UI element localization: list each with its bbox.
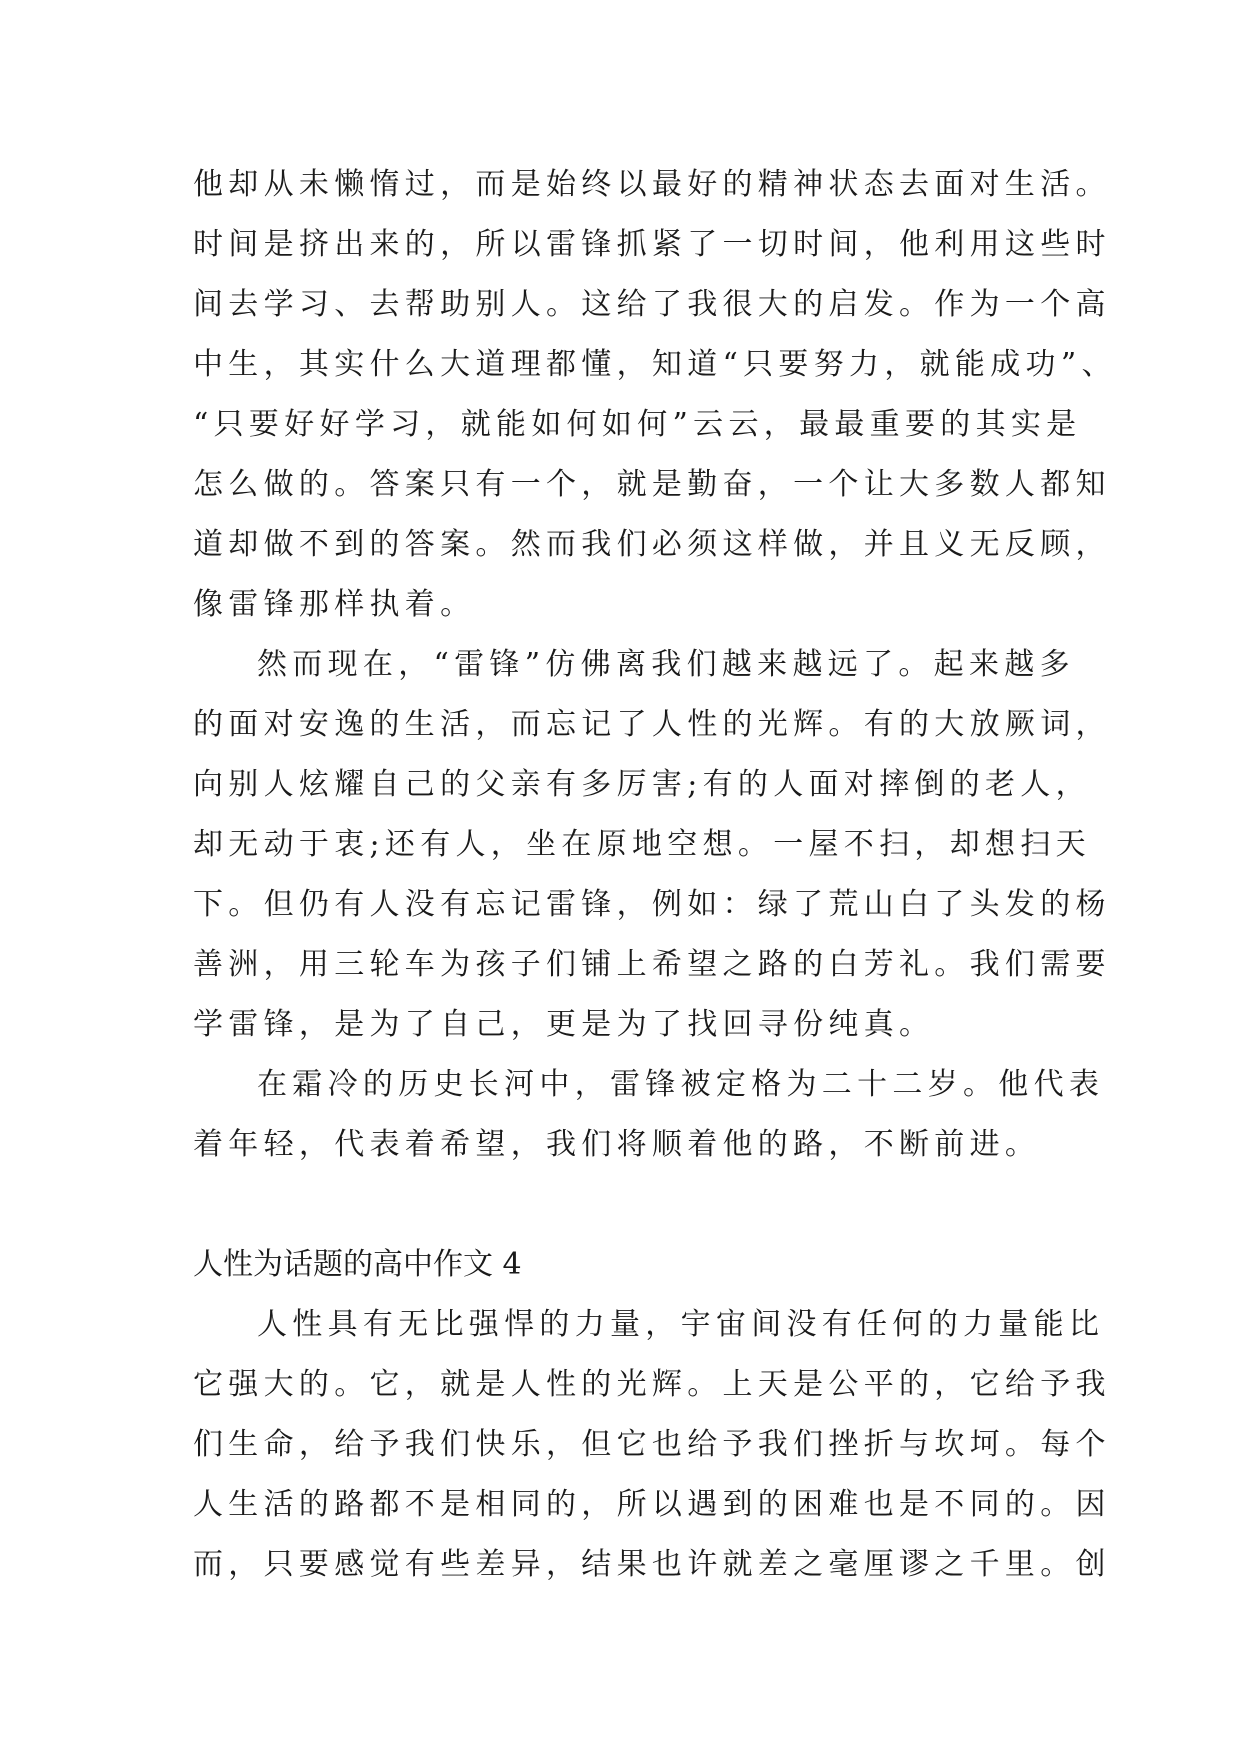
paragraph-3 [193, 1055, 1105, 1175]
text-line: 却无动于衷;还有人，坐在原地空想。一屋不扫，却想扫天 [193, 827, 1091, 862]
text-line: 像雷锋那样执着。 [193, 587, 476, 622]
text-line: 在霜冷的历史长河中，雷锋被定格为二十二岁。他代表 [257, 1067, 1105, 1102]
text-line: 向别人炫耀自己的父亲有多厉害;有的人面对摔倒的老人， [193, 767, 1091, 802]
document-body [193, 155, 1117, 1595]
text-line: 着年轻，代表着希望，我们将顺着他的路，不断前进。 [193, 1127, 1041, 1162]
text-line: 他却从未懒惰过，而是始终以最好的精神状态去面对生活。 [193, 167, 1111, 202]
text-line: 人性具有无比强悍的力量，宇宙间没有任何的力量能比 [257, 1307, 1105, 1342]
paragraph-4 [193, 1295, 1111, 1595]
text-line: 们生命，给予我们快乐，但它也给予我们挫折与坎坷。每个 [193, 1427, 1111, 1462]
text-line: “只要好好学习，就能如何如何”云云，最最重要的其实是 [193, 407, 1082, 442]
text-line: 它强大的。它，就是人性的光辉。上天是公平的，它给予我 [193, 1367, 1111, 1402]
text-line: 时间是挤出来的，所以雷锋抓紧了一切时间，他利用这些时 [193, 227, 1111, 262]
text-line: 下。但仍有人没有忘记雷锋，例如：绿了荒山白了头发的杨 [193, 887, 1111, 922]
text-line: 人生活的路都不是相同的，所以遇到的困难也是不同的。因 [193, 1487, 1111, 1522]
paragraph-spacer [193, 1175, 1073, 1235]
text-line: 善洲，用三轮车为孩子们铺上希望之路的白芳礼。我们需要 [193, 947, 1111, 982]
text-line: 学雷锋，是为了自己，更是为了找回寻份纯真。 [193, 1007, 935, 1042]
text-line: 的面对安逸的生活，而忘记了人性的光辉。有的大放厥词， [193, 707, 1111, 742]
text-line: 而，只要感觉有些差异，结果也许就差之毫厘谬之千里。创 [193, 1547, 1111, 1582]
paragraph-2 [193, 635, 1111, 1055]
text-line: 然而现在，“雷锋”仿佛离我们越来越远了。起来越多 [257, 647, 1075, 682]
paragraph-1 [193, 155, 1117, 635]
text-line: 间去学习、去帮助别人。这给了我很大的启发。作为一个高 [193, 287, 1111, 322]
text-line: 中生，其实什么大道理都懂，知道“只要努力，就能成功”、 [193, 347, 1117, 382]
section-title: 人性为话题的高中作文 4 [193, 1247, 522, 1282]
text-line: 怎么做的。答案只有一个，就是勤奋，一个让大多数人都知 [193, 467, 1111, 502]
text-line: 道却做不到的答案。然而我们必须这样做，并且义无反顾， [193, 527, 1111, 562]
